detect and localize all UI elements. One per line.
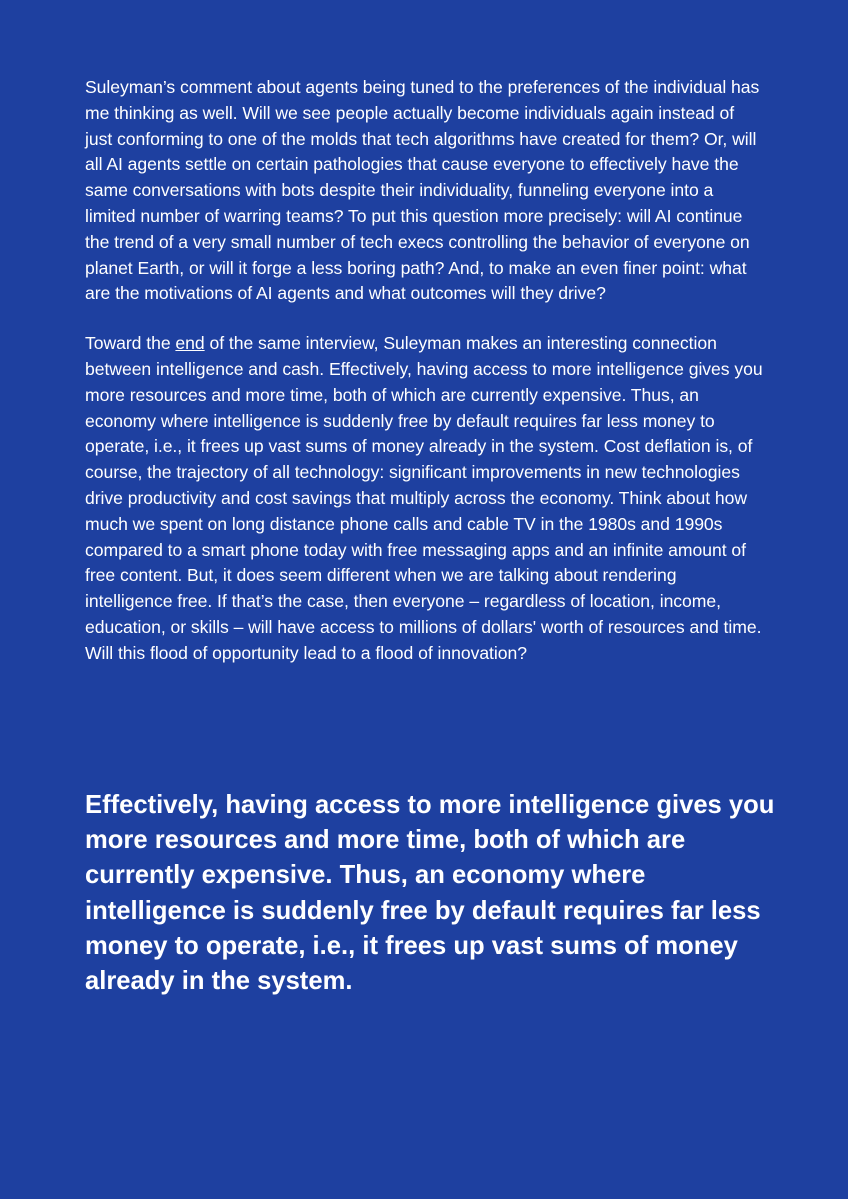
paragraph-1-text: Suleyman’s comment about agents being tuned to the preferences of the individual has me thinking as well. Will we see people actually become individuals again instead of just conforming to one of the molds that tech algorithms have created for them? Or, will all AI agents settle on certain pathologies that cause everyone to effectively have the same conversations with bots despite their individuality, funneling everyone into a limited number of warring teams? To put this question more precisely: will AI continue the trend of a very small number of tech execs controlling the behavior of everyone on planet Earth, or will it forge a less boring path? And, to make an even finer point: what are the motivations of AI agents and what outcomes will they drive?: [85, 77, 760, 304]
interview-end-link[interactable]: end: [175, 333, 205, 354]
body-paragraph-1: [85, 75, 764, 307]
paragraph-2-text-rest: of the same interview, Suleyman makes an interesting connection between intelligence and cash. Effectively, having access to more intelligence gives you more resources and more time, both of which are currently expensive. Thus, an economy where intelligence is suddenly free by default requires far less money to operate, i.e., it frees up vast sums of money already in the system. Cost deflation is, of course, the trajectory of all technology: significant improvements in new technologies drive productivity and cost savings that multiply across the economy. Think about how much we spent on long distance phone calls and cable TV in the 1980s and 1990s compared to a smart phone today with free messaging apps and an infinite amount of free content. But, it does seem different when we are talking about rendering intelligence free. If that’s the case, then everyone – regardless of location, income, education, or skills – will have access to millions of dollars' worth of resources and time. Will this flood of opportunity lead to a flood of innovation?: [85, 333, 763, 663]
pull-quote: Effectively, having access to more intelligence gives you more resources and more time, both of which are currently expensive. Thus, an economy where intelligence is suddenly free by default requires far less money to operate, i.e., it frees up vast sums of money already in the system.: [85, 791, 775, 996]
body-paragraph-2: [85, 331, 764, 666]
paragraph-2-text-start: Toward the: [85, 333, 176, 354]
